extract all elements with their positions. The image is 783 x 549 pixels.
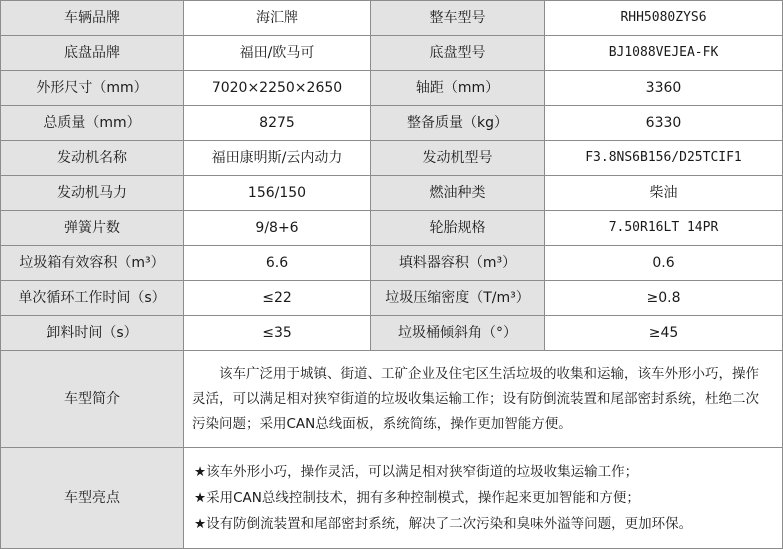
spec-label: 底盘型号 (371, 36, 545, 71)
spec-label: 轴距（mm） (371, 71, 545, 106)
intro-label: 车型简介 (1, 351, 184, 448)
spec-value: 福田康明斯/云内动力 (184, 141, 371, 176)
highlights-row (1, 448, 783, 549)
spec-label: 外形尺寸（mm） (1, 71, 184, 106)
highlight-item: ★设有防倒流装置和尾部密封系统，解决了二次污染和臭味外溢等问题，更加环保。 (194, 516, 693, 532)
spec-label: 弹簧片数 (1, 211, 184, 246)
spec-value: 6.6 (184, 246, 371, 281)
intro-text: 该车广泛用于城镇、街道、工矿企业及住宅区生活垃圾的收集和运输，该车外形小巧，操作灵活，可以满足相对狭窄街道的垃圾收集运输工作；设有防倒流装置和尾部密封系统，杜绝二次污染问题；采用CAN总线面板，系统简练，操作更加智能方便。 (192, 365, 759, 432)
spec-label: 车辆品牌 (1, 1, 184, 36)
intro-row (1, 351, 783, 448)
spec-label: 垃圾压缩密度（T/m³） (371, 281, 545, 316)
table-row (1, 176, 783, 211)
spec-value: 8275 (184, 106, 371, 141)
table-row (1, 281, 783, 316)
table-row (1, 71, 783, 106)
spec-value: 7020×2250×2650 (184, 71, 371, 106)
spec-value: ≤22 (184, 281, 371, 316)
spec-label: 单次循环工作时间（s） (1, 281, 184, 316)
spec-value: 6330 (545, 106, 783, 141)
spec-label: 总质量（mm） (1, 106, 184, 141)
spec-label: 发动机马力 (1, 176, 184, 211)
spec-value: 7.50R16LT 14PR (545, 211, 783, 246)
table-row (1, 246, 783, 281)
intro-text-cell (184, 351, 783, 448)
highlight-item: ★采用CAN总线控制技术，拥有多种控制模式，操作起来更加智能和方便； (194, 490, 640, 506)
table-row (1, 211, 783, 246)
table-row (1, 316, 783, 351)
spec-label: 发动机名称 (1, 141, 184, 176)
spec-label: 垃圾箱有效容积（m³） (1, 246, 184, 281)
spec-value: ≥0.8 (545, 281, 783, 316)
highlights-cell (184, 448, 783, 549)
spec-value: 3360 (545, 71, 783, 106)
spec-label: 卸料时间（s） (1, 316, 184, 351)
spec-value: BJ1088VEJEA-FK (545, 36, 783, 71)
spec-label: 底盘品牌 (1, 36, 184, 71)
spec-value: 156/150 (184, 176, 371, 211)
spec-value: ≥45 (545, 316, 783, 351)
table-row (1, 1, 783, 36)
spec-label: 燃油种类 (371, 176, 545, 211)
spec-label: 轮胎规格 (371, 211, 545, 246)
spec-value: 柴油 (545, 176, 783, 211)
spec-value: 海汇牌 (184, 1, 371, 36)
spec-value: 9/8+6 (184, 211, 371, 246)
table-row (1, 106, 783, 141)
spec-value: 福田/欧马可 (184, 36, 371, 71)
highlights-label: 车型亮点 (1, 448, 184, 549)
spec-value: ≤35 (184, 316, 371, 351)
spec-label: 垃圾桶倾斜角（°） (371, 316, 545, 351)
spec-label: 发动机型号 (371, 141, 545, 176)
highlight-item: ★该车外形小巧，操作灵活，可以满足相对狭窄街道的垃圾收集运输工作； (194, 464, 639, 480)
table-row (1, 141, 783, 176)
spec-value: 0.6 (545, 246, 783, 281)
spec-value: F3.8NS6B156/D25TCIF1 (545, 141, 783, 176)
spec-label: 整备质量（kg） (371, 106, 545, 141)
spec-label: 整车型号 (371, 1, 545, 36)
spec-value: RHH5080ZYS6 (545, 1, 783, 36)
spec-label: 填料器容积（m³） (371, 246, 545, 281)
table-row (1, 36, 783, 71)
